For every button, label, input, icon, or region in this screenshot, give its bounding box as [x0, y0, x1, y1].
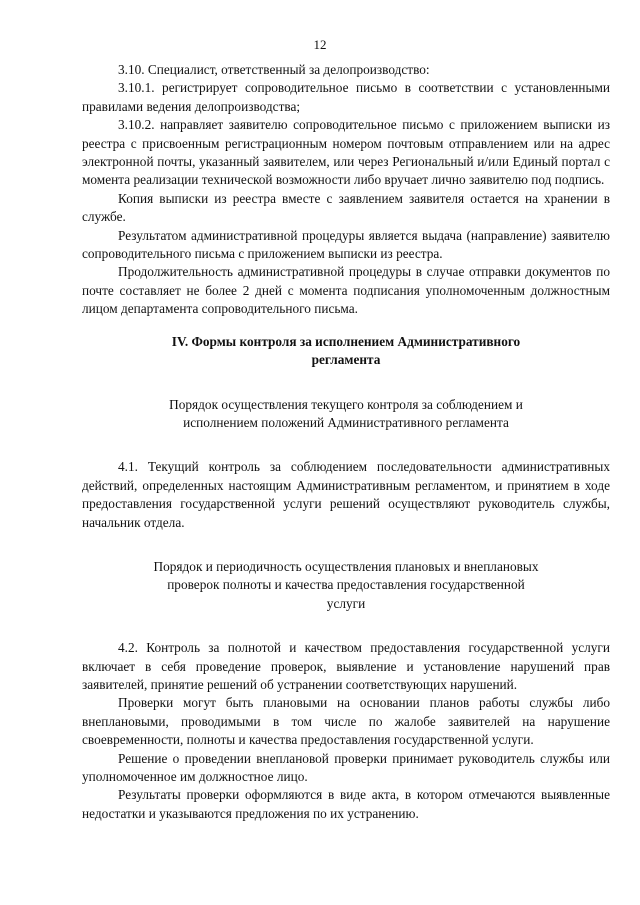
- subsection-title-current-control: Порядок осуществления текущего контроля за соблюдением и исполнением положений Административного регламента: [169, 396, 523, 430]
- spacer: [82, 432, 610, 458]
- document-body: [82, 61, 610, 823]
- paragraph-4-1: 4.1. Текущий контроль за соблюдением последовательности административных действий, определенных настоящим Административным регламентом, и принятием в ходе предоставления государственной услуги решений осуществляют руководитель службы, начальник отдела.: [82, 459, 610, 530]
- paragraph-3-10: 3.10. Специалист, ответственный за делопроизводство:: [118, 62, 430, 77]
- paragraph-unscheduled-decision: Решение о проведении внеплановой проверки принимает руководитель службы или уполномоченное им должностное лицо.: [82, 750, 610, 784]
- section-title-iv: IV. Формы контроля за исполнением Административного регламента: [171, 333, 521, 368]
- paragraph-inspection-results: Результаты проверки оформляются в виде акта, в котором отмечаются выявленные недостатки и указываются предложения по их устранению.: [82, 787, 610, 821]
- paragraph-procedure-duration: Продолжительность административной процедуры в случае отправки документов по почте составляет не более 2 дней с момента подписания уполномоченным должностным лицом департамента сопроводительного письма.: [82, 264, 610, 317]
- paragraph-4-2: 4.2. Контроль за полнотой и качеством предоставления государственной услуги включает в себя проведение проверок, выявление и установление нарушений прав заявителей, принятие решений об устранении соответствующих нарушений.: [82, 640, 610, 692]
- paragraph-procedure-result: Результатом административной процедуры является выдача (направление) заявителю сопроводительного письма с приложением выписки из реестра.: [82, 227, 610, 262]
- page-number: 12: [313, 37, 327, 52]
- paragraph-inspection-types: Проверки могут быть плановыми на основании планов работы службы либо внеплановыми, проводимыми в том числе по жалобе заявителей на нарушение своевременности, полноты и качества предоставления государственной услуги.: [82, 695, 610, 748]
- spacer: [82, 613, 610, 639]
- paragraph-3-10-2: 3.10.2. направляет заявителю сопроводительное письмо с приложением выписки из реестра с присвоенным регистрационным номером почтовым отправлением или на адрес электронной почты, указанный заявителем, или через Региональный и/или Единый портал с момента реализации технической возможности либо вручает лично заявителю под подпись.: [82, 117, 610, 188]
- paragraph-3-10-1: 3.10.1. регистрирует сопроводительное письмо в соответствии с установленными правилами ведения делопроизводства;: [82, 80, 610, 114]
- paragraph-copy-storage: Копия выписки из реестра вместе с заявлением заявителя остается на хранении в службе.: [82, 190, 610, 225]
- subsection-title-inspections: Порядок и периодичность осуществления плановых и внеплановых проверок полноты и качества предоставления государственной услуги: [153, 558, 539, 611]
